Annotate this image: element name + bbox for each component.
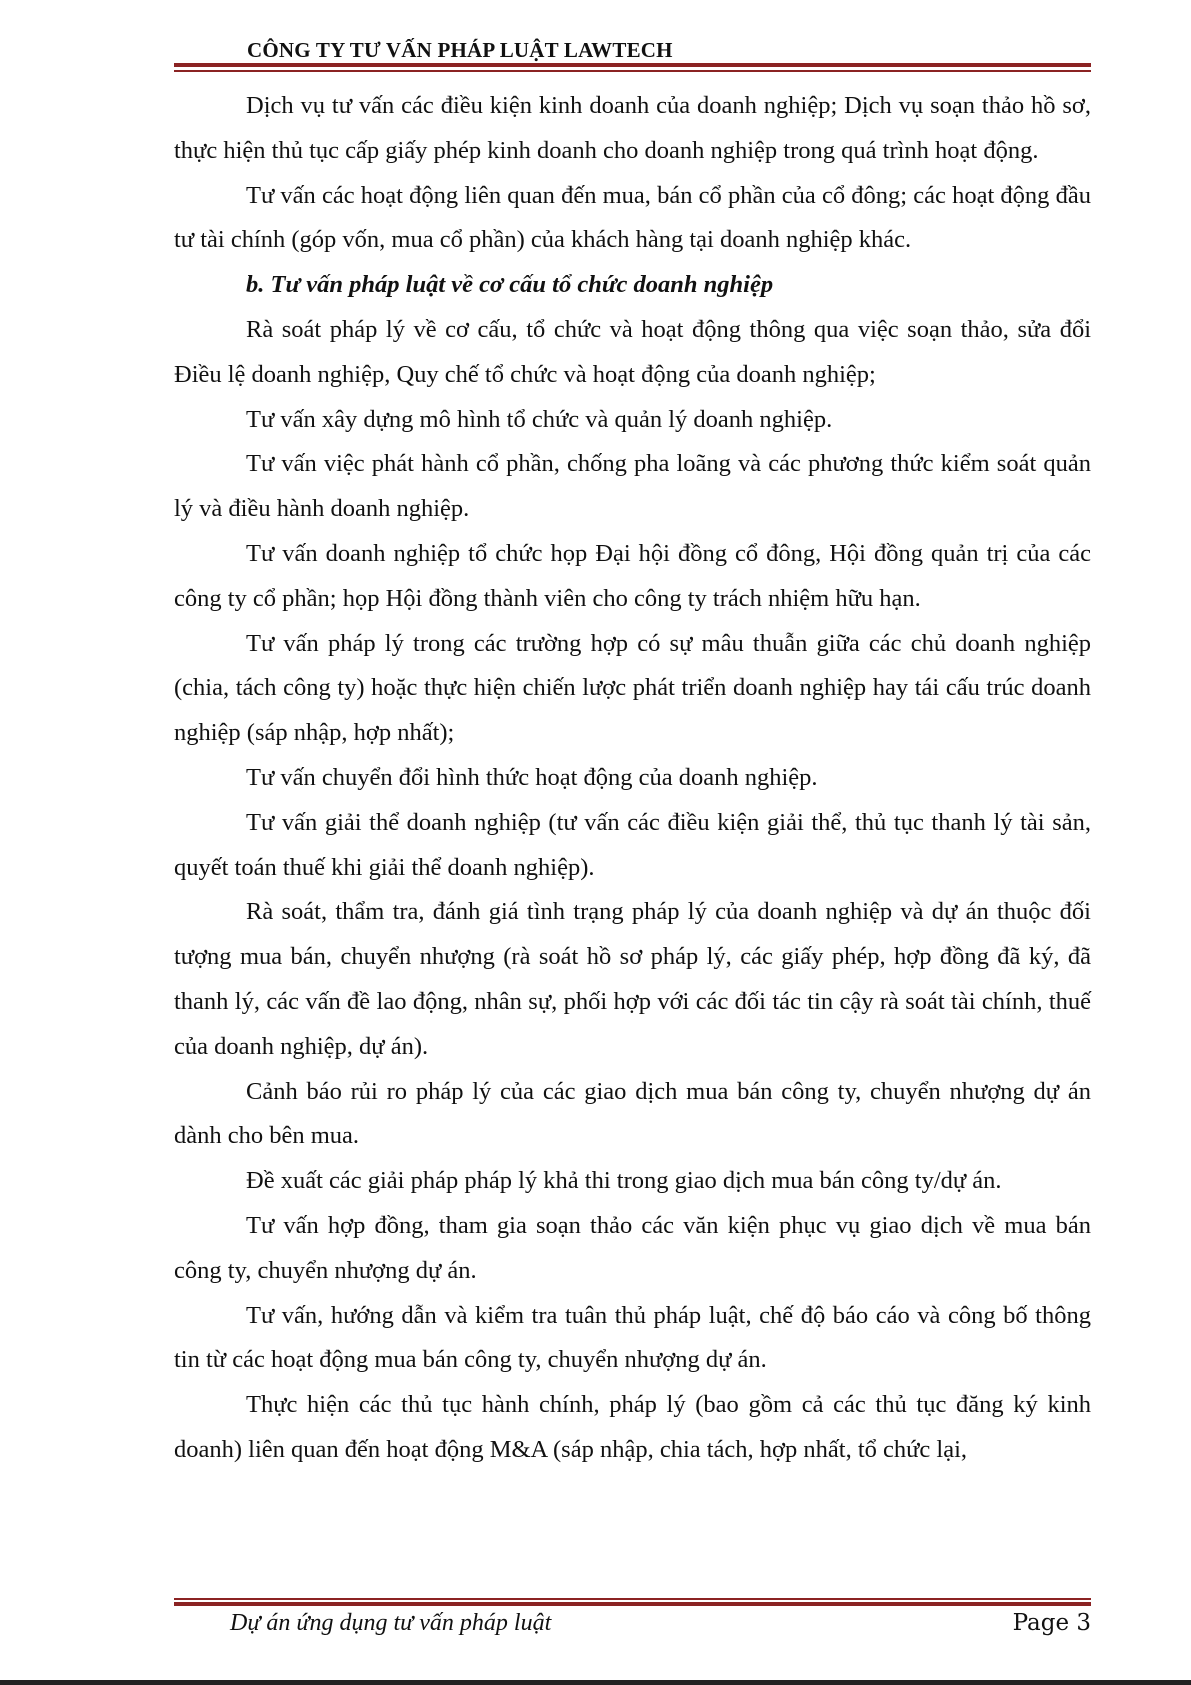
paragraph: Tư vấn các hoạt động liên quan đến mua, bán cổ phần của cổ đông; các hoạt động đầu tư tài chính (góp vốn, mua cổ phần) của khách hàng tại doanh nghiệp khác. bbox=[174, 181, 1091, 254]
paragraph: Dịch vụ tư vấn các điều kiện kinh doanh của doanh nghiệp; Dịch vụ soạn thảo hồ sơ, thực hiện thủ tục cấp giấy phép kinh doanh cho doanh nghiệp trong quá trình hoạt động. bbox=[174, 92, 1091, 164]
paragraph: Tư vấn xây dựng mô hình tổ chức và quản lý doanh nghiệp. bbox=[246, 405, 833, 433]
paragraph: Tư vấn giải thể doanh nghiệp (tư vấn các điều kiện giải thể, thủ tục thanh lý tài sản, quyết toán thuế khi giải thể doanh nghiệp). bbox=[174, 808, 1091, 881]
page-bottom-edge bbox=[0, 1680, 1191, 1685]
paragraph: Tư vấn hợp đồng, tham gia soạn thảo các văn kiện phục vụ giao dịch về mua bán công ty, chuyển nhượng dự án. bbox=[174, 1211, 1091, 1284]
paragraph: Đề xuất các giải pháp pháp lý khả thi trong giao dịch mua bán công ty/dự án. bbox=[246, 1167, 1002, 1195]
paragraph: Tư vấn, hướng dẫn và kiểm tra tuân thủ pháp luật, chế độ báo cáo và công bố thông tin từ các hoạt động mua bán công ty, chuyển nhượng dự án. bbox=[174, 1301, 1091, 1374]
footer-rule-thick bbox=[174, 1602, 1091, 1606]
paragraph: Cảnh báo rủi ro pháp lý của các giao dịch mua bán công ty, chuyển nhượng dự án dành cho bên mua. bbox=[174, 1077, 1091, 1150]
paragraph: Tư vấn doanh nghiệp tổ chức họp Đại hội đồng cổ đông, Hội đồng quản trị của các công ty cổ phần; họp Hội đồng thành viên cho công ty trách nhiệm hữu hạn. bbox=[174, 539, 1091, 612]
header-rule-thin bbox=[174, 70, 1091, 72]
footer-rule-thin bbox=[174, 1598, 1091, 1600]
paragraph: Thực hiện các thủ tục hành chính, pháp lý (bao gồm cả các thủ tục đăng ký kinh doanh) liên quan đến hoạt động M&A (sáp nhập, chia tách, hợp nhất, tổ chức lại, bbox=[174, 1391, 1091, 1463]
paragraph: Rà soát pháp lý về cơ cấu, tổ chức và hoạt động thông qua việc soạn thảo, sửa đổi Điều lệ doanh nghiệp, Quy chế tổ chức và hoạt động của doanh nghiệp; bbox=[174, 315, 1091, 388]
header-rule-thick bbox=[174, 63, 1091, 67]
company-name: CÔNG TY TƯ VẤN PHÁP LUẬT LAWTECH bbox=[247, 38, 673, 62]
section-heading: b. Tư vấn pháp luật về cơ cấu tổ chức doanh nghiệp bbox=[246, 271, 774, 299]
paragraph: Tư vấn pháp lý trong các trường hợp có sự mâu thuẫn giữa các chủ doanh nghiệp (chia, tách công ty) hoặc thực hiện chiến lược phát triển doanh nghiệp hay tái cấu trúc doanh nghiệp (sáp nhập, hợp nhất); bbox=[174, 629, 1091, 747]
paragraph: Rà soát, thẩm tra, đánh giá tình trạng pháp lý của doanh nghiệp và dự án thuộc đối tượng mua bán, chuyển nhượng (rà soát hồ sơ pháp lý, các giấy phép, hợp đồng đã ký, đã thanh lý, các vấn đề lao động, nhân sự, phối hợp với các đối tác tin cậy rà soát tài chính, thuế của doanh nghiệp, dự án). bbox=[174, 898, 1091, 1060]
paragraph: Tư vấn chuyển đổi hình thức hoạt động của doanh nghiệp. bbox=[246, 763, 818, 791]
paragraph: Tư vấn việc phát hành cổ phần, chống pha loãng và các phương thức kiểm soát quản lý và điều hành doanh nghiệp. bbox=[174, 450, 1091, 523]
document-body bbox=[174, 84, 1091, 1473]
page-number: Page 3 bbox=[1012, 1610, 1091, 1636]
footer-project-title: Dự án ứng dụng tư vấn pháp luật bbox=[230, 1610, 552, 1636]
